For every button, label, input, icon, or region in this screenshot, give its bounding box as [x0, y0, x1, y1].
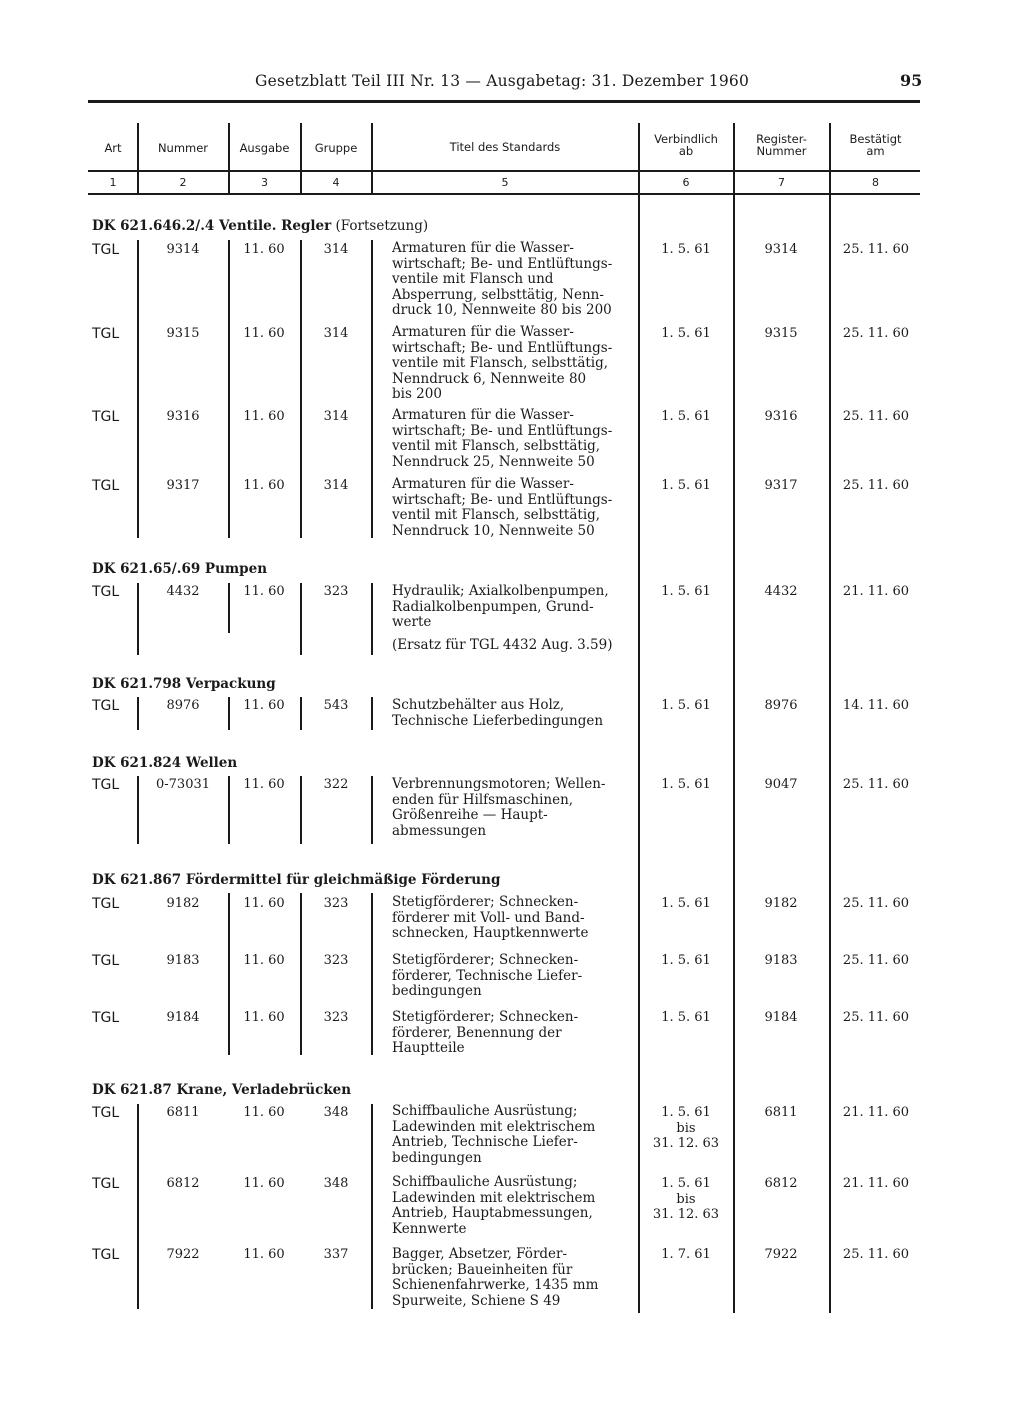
cell-titel	[392, 241, 637, 319]
column-divider	[228, 240, 230, 538]
title-line: Armaturen für die Wasser-	[392, 476, 574, 492]
title-line: werte	[392, 614, 432, 630]
title-line: förderer, Benennung der	[392, 1024, 562, 1041]
column-divider	[371, 697, 373, 730]
cell-verbindlich	[640, 478, 732, 494]
title-line: druck 10, Nennweite 80 bis 200	[392, 302, 612, 318]
cell-art: TGL	[92, 698, 120, 714]
title-line: bis 200	[392, 386, 442, 402]
cell-register: 6812	[764, 1176, 798, 1191]
cell-art: TGL	[92, 242, 120, 258]
title-line: Antrieb, Hauptabmessungen,	[392, 1205, 593, 1221]
cell-ausgabe: 11. 60	[243, 1247, 285, 1262]
title-line: Schienenfahrwerke, 1435 mm	[392, 1277, 599, 1293]
cell-titel	[392, 1010, 637, 1057]
cell-nummer: 6812	[166, 1176, 200, 1191]
cell-gruppe: 348	[323, 1105, 349, 1120]
title-line: förderer mit Voll- und Band-	[392, 909, 585, 926]
title-line: Hydraulik; Axialkolbenpumpen,	[392, 583, 609, 599]
cell-art: TGL	[92, 326, 120, 342]
cell-verbindlich	[640, 584, 732, 600]
cell-art: TGL	[92, 1010, 120, 1026]
section-heading	[92, 218, 428, 234]
verbindlich-line: 1. 5. 61	[661, 584, 711, 599]
section-heading-label: DK 621.87 Krane, Verladebrücken	[92, 1082, 352, 1098]
verbindlich-line: 1. 5. 61	[661, 1105, 711, 1120]
column-header-register	[735, 133, 828, 157]
cell-ausgabe: 11. 60	[243, 326, 285, 341]
verbindlich-line: 1. 5. 61	[661, 698, 711, 713]
cell-verbindlich	[640, 1105, 732, 1152]
cell-register: 9317	[764, 478, 798, 493]
column-number: 5	[501, 176, 509, 189]
column-divider	[300, 893, 302, 1055]
verbindlich-line: 1. 5. 61	[661, 326, 711, 341]
replacement-note: (Ersatz für TGL 4432 Aug. 3.59)	[392, 636, 613, 653]
cell-gruppe: 337	[323, 1247, 349, 1262]
title-line: Nenndruck 6, Nennweite 80	[392, 370, 587, 387]
title-line: ventile mit Flansch und	[392, 271, 554, 287]
cell-register: 9315	[764, 326, 798, 341]
cell-titel	[392, 408, 637, 470]
column-header-line: Bestätigt	[849, 132, 902, 146]
column-divider	[228, 893, 230, 1055]
cell-nummer: 7922	[166, 1247, 200, 1262]
column-divider	[300, 697, 302, 730]
cell-nummer: 0-73031	[155, 777, 211, 792]
cell-art: TGL	[92, 777, 120, 793]
column-header-line: ab	[678, 144, 694, 158]
verbindlich-line: 1. 5. 61	[661, 1176, 711, 1191]
cell-titel	[392, 1175, 637, 1237]
cell-nummer: 6811	[166, 1105, 200, 1120]
verbindlich-line: bis	[676, 1120, 696, 1136]
title-line: bedingungen	[392, 983, 482, 999]
cell-bestaetigt: 25. 11. 60	[842, 777, 910, 792]
cell-art: TGL	[92, 409, 120, 425]
cell-bestaetigt: 25. 11. 60	[842, 896, 910, 911]
cell-ausgabe: 11. 60	[243, 478, 285, 493]
column-header-nummer: Nummer	[157, 141, 209, 155]
section-heading	[92, 1082, 351, 1098]
title-line: Schiffbauliche Ausrüstung;	[392, 1174, 578, 1190]
cell-bestaetigt: 25. 11. 60	[842, 1010, 910, 1025]
verbindlich-line: 1. 5. 61	[661, 409, 711, 424]
cell-bestaetigt: 25. 11. 60	[842, 478, 910, 493]
section-heading-label: DK 621.824 Wellen	[92, 755, 238, 771]
cell-art: TGL	[92, 1105, 120, 1121]
cell-nummer: 9182	[166, 896, 200, 911]
header-divider	[88, 170, 920, 172]
column-divider	[137, 1104, 139, 1309]
section-heading	[92, 676, 276, 692]
title-line: wirtschaft; Be- und Entlüftungs-	[392, 339, 613, 356]
cell-verbindlich	[640, 777, 732, 793]
cell-ausgabe: 11. 60	[243, 1105, 285, 1120]
cell-register: 9184	[764, 1010, 798, 1025]
cell-titel	[392, 1247, 637, 1309]
cell-titel	[392, 1104, 637, 1166]
title-line: brücken; Baueinheiten für	[392, 1261, 573, 1278]
section-heading	[92, 872, 500, 888]
title-line: Ladewinden mit elektrischem	[392, 1118, 596, 1135]
cell-bestaetigt: 25. 11. 60	[842, 326, 910, 341]
cell-ausgabe: 11. 60	[243, 698, 285, 713]
cell-verbindlich	[640, 1010, 732, 1026]
column-header-ausgabe: Ausgabe	[239, 141, 290, 155]
section-heading-label: DK 621.867 Fördermittel für gleichmäßige Förderung	[92, 872, 501, 888]
column-header-bestaetigt	[831, 133, 920, 157]
title-line: Radialkolbenpumpen, Grund-	[392, 598, 594, 615]
cell-ausgabe: 11. 60	[243, 409, 285, 424]
cell-art: TGL	[92, 478, 120, 494]
cell-gruppe: 314	[323, 409, 349, 424]
column-divider	[137, 240, 139, 538]
title-line: schnecken, Hauptkennwerte	[392, 925, 589, 941]
verbindlich-line: 1. 5. 61	[661, 242, 711, 257]
cell-register: 8976	[764, 698, 798, 713]
cell-nummer: 9315	[166, 326, 200, 341]
cell-verbindlich	[640, 409, 732, 425]
cell-gruppe: 314	[323, 478, 349, 493]
title-line: Stetigförderer; Schnecken-	[392, 1009, 579, 1025]
section-heading	[92, 561, 267, 577]
title-line: Schiffbauliche Ausrüstung;	[392, 1103, 578, 1119]
title-line: wirtschaft; Be- und Entlüftungs-	[392, 491, 613, 508]
column-number: 3	[261, 176, 268, 189]
verbindlich-line: 1. 5. 61	[661, 1010, 711, 1025]
column-header-art: Art	[104, 141, 122, 155]
cell-ausgabe: 11. 60	[243, 242, 285, 257]
cell-verbindlich	[640, 1247, 732, 1263]
cell-gruppe: 323	[323, 584, 349, 599]
cell-bestaetigt: 21. 11. 60	[842, 1105, 910, 1120]
cell-ausgabe: 11. 60	[243, 1176, 285, 1191]
title-line: Stetigförderer; Schnecken-	[392, 894, 579, 910]
column-divider	[371, 893, 373, 1055]
title-line: ventil mit Flansch, selbsttätig,	[392, 438, 601, 454]
section-heading	[92, 755, 237, 771]
title-line: wirtschaft; Be- und Entlüftungs-	[392, 255, 613, 272]
verbindlich-line: 1. 5. 61	[661, 777, 711, 792]
column-divider	[300, 583, 302, 655]
title-line: Spurweite, Schiene S 49	[392, 1292, 561, 1309]
column-number: 1	[109, 176, 117, 189]
page-number: 95	[900, 71, 923, 90]
cell-ausgabe: 11. 60	[243, 896, 285, 911]
verbindlich-line: 1. 5. 61	[661, 478, 711, 493]
column-divider	[137, 583, 139, 655]
column-number: 7	[778, 176, 785, 189]
cell-gruppe: 322	[323, 777, 349, 792]
column-divider	[371, 583, 373, 655]
cell-register: 9183	[764, 953, 798, 968]
section-heading-suffix: (Fortsetzung)	[331, 218, 429, 234]
cell-register: 9182	[764, 896, 798, 911]
title-line: ventil mit Flansch, selbsttätig,	[392, 507, 601, 523]
column-divider	[137, 776, 139, 844]
cell-bestaetigt: 25. 11. 60	[842, 953, 910, 968]
cell-titel	[392, 477, 637, 539]
column-header-line: Register-	[756, 132, 807, 146]
title-line: Schutzbehälter aus Holz,	[392, 697, 565, 713]
cell-bestaetigt: 21. 11. 60	[842, 584, 910, 599]
section-heading-label: DK 621.65/.69 Pumpen	[92, 561, 268, 577]
cell-gruppe: 314	[323, 242, 349, 257]
cell-bestaetigt: 21. 11. 60	[842, 1176, 910, 1191]
column-number: 8	[872, 176, 879, 189]
header-rule	[88, 100, 920, 103]
cell-gruppe: 323	[323, 953, 349, 968]
title-line: förderer, Technische Liefer-	[392, 967, 583, 984]
page-header-title: Gesetzblatt Teil III Nr. 13 — Ausgabetag: 31. Dezember 1960	[255, 72, 750, 90]
cell-titel	[392, 953, 637, 1000]
cell-verbindlich	[640, 242, 732, 258]
cell-verbindlich	[640, 953, 732, 969]
cell-art: TGL	[92, 1247, 120, 1263]
column-header-verbindlich	[640, 133, 732, 157]
title-line: Absperrung, selbsttätig, Nenn-	[392, 286, 604, 303]
cell-bestaetigt: 25. 11. 60	[842, 1247, 910, 1262]
cell-register: 6811	[764, 1105, 798, 1120]
title-line: Technische Lieferbedingungen	[392, 712, 604, 729]
cell-titel	[392, 895, 637, 942]
title-line: Bagger, Absetzer, Förder-	[392, 1246, 568, 1262]
cell-nummer: 9317	[166, 478, 200, 493]
title-line: Hauptteile	[392, 1040, 465, 1056]
verbindlich-line: 31. 12. 63	[652, 1207, 720, 1222]
title-line: Armaturen für die Wasser-	[392, 324, 574, 340]
title-line: Ladewinden mit elektrischem	[392, 1189, 596, 1206]
title-line: Armaturen für die Wasser-	[392, 407, 574, 423]
cell-art: TGL	[92, 584, 120, 600]
column-header-line: am	[866, 144, 885, 158]
verbindlich-line: bis	[676, 1191, 696, 1207]
column-divider	[300, 240, 302, 538]
cell-register: 4432	[764, 584, 798, 599]
header-bottom-rule	[88, 193, 920, 195]
cell-gruppe: 314	[323, 326, 349, 341]
verbindlich-line: 1. 5. 61	[661, 953, 711, 968]
cell-art: TGL	[92, 896, 120, 912]
cell-gruppe: 543	[323, 698, 349, 713]
column-divider	[137, 697, 139, 730]
section-heading-label: DK 621.798 Verpackung	[92, 676, 276, 692]
cell-titel	[392, 325, 637, 403]
column-divider	[371, 1104, 373, 1309]
cell-register: 7922	[764, 1247, 798, 1262]
title-line: Armaturen für die Wasser-	[392, 240, 574, 256]
cell-ausgabe: 11. 60	[243, 777, 285, 792]
title-line: bedingungen	[392, 1149, 482, 1166]
cell-ausgabe: 11. 60	[243, 953, 285, 968]
title-line: wirtschaft; Be- und Entlüftungs-	[392, 422, 613, 439]
column-divider	[733, 123, 735, 1313]
column-header-line: Verbindlich	[654, 132, 718, 146]
cell-nummer: 9316	[166, 409, 200, 424]
cell-verbindlich	[640, 698, 732, 714]
column-header-line: Nummer	[756, 144, 807, 158]
title-line: Größenreihe — Haupt-	[392, 807, 548, 823]
column-divider	[371, 776, 373, 844]
cell-ausgabe: 11. 60	[243, 584, 285, 599]
title-line: Antrieb, Technische Liefer-	[392, 1134, 578, 1150]
title-line: Nenndruck 25, Nennweite 50	[392, 453, 595, 470]
cell-gruppe: 348	[323, 1176, 349, 1191]
cell-nummer: 8976	[166, 698, 200, 713]
cell-register: 9047	[764, 777, 798, 792]
cell-nummer: 9183	[166, 953, 200, 968]
verbindlich-line: 1. 7. 61	[661, 1247, 711, 1262]
cell-register: 9314	[764, 242, 798, 257]
cell-nummer: 9314	[166, 242, 200, 257]
column-divider	[829, 123, 831, 1313]
cell-nummer: 9184	[166, 1010, 200, 1025]
cell-art: TGL	[92, 1176, 120, 1192]
cell-gruppe: 323	[323, 896, 349, 911]
column-divider	[300, 776, 302, 844]
title-line: Nenndruck 10, Nennweite 50	[392, 522, 595, 539]
cell-verbindlich	[640, 896, 732, 912]
cell-ausgabe: 11. 60	[243, 1010, 285, 1025]
cell-gruppe: 323	[323, 1010, 349, 1025]
cell-titel	[392, 777, 637, 839]
title-line: enden für Hilfsmaschinen,	[392, 791, 574, 808]
title-line: Verbrennungsmotoren; Wellen-	[392, 776, 606, 792]
cell-verbindlich	[640, 1176, 732, 1223]
title-line: Stetigförderer; Schnecken-	[392, 952, 579, 968]
cell-titel	[392, 584, 637, 653]
cell-art: TGL	[92, 953, 120, 969]
verbindlich-line: 1. 5. 61	[661, 896, 711, 911]
column-number: 2	[179, 176, 187, 189]
column-number: 6	[682, 176, 690, 189]
cell-bestaetigt: 25. 11. 60	[842, 409, 910, 424]
cell-register: 9316	[764, 409, 798, 424]
column-number: 4	[332, 176, 340, 189]
cell-verbindlich	[640, 326, 732, 342]
cell-bestaetigt: 25. 11. 60	[842, 242, 910, 257]
cell-titel	[392, 698, 637, 729]
column-header-gruppe: Gruppe	[314, 141, 358, 155]
title-line: abmessungen	[392, 822, 487, 839]
column-divider	[371, 240, 373, 538]
cell-bestaetigt: 14. 11. 60	[842, 698, 910, 713]
title-line: Kennwerte	[392, 1220, 467, 1237]
title-line: ventile mit Flansch, selbsttätig,	[392, 355, 609, 371]
verbindlich-line: 31. 12. 63	[652, 1136, 720, 1151]
cell-nummer: 4432	[166, 584, 200, 599]
column-header-titel: Titel des Standards	[449, 140, 561, 154]
section-heading-label: DK 621.646.2/.4 Ventile. Regler	[92, 218, 332, 234]
